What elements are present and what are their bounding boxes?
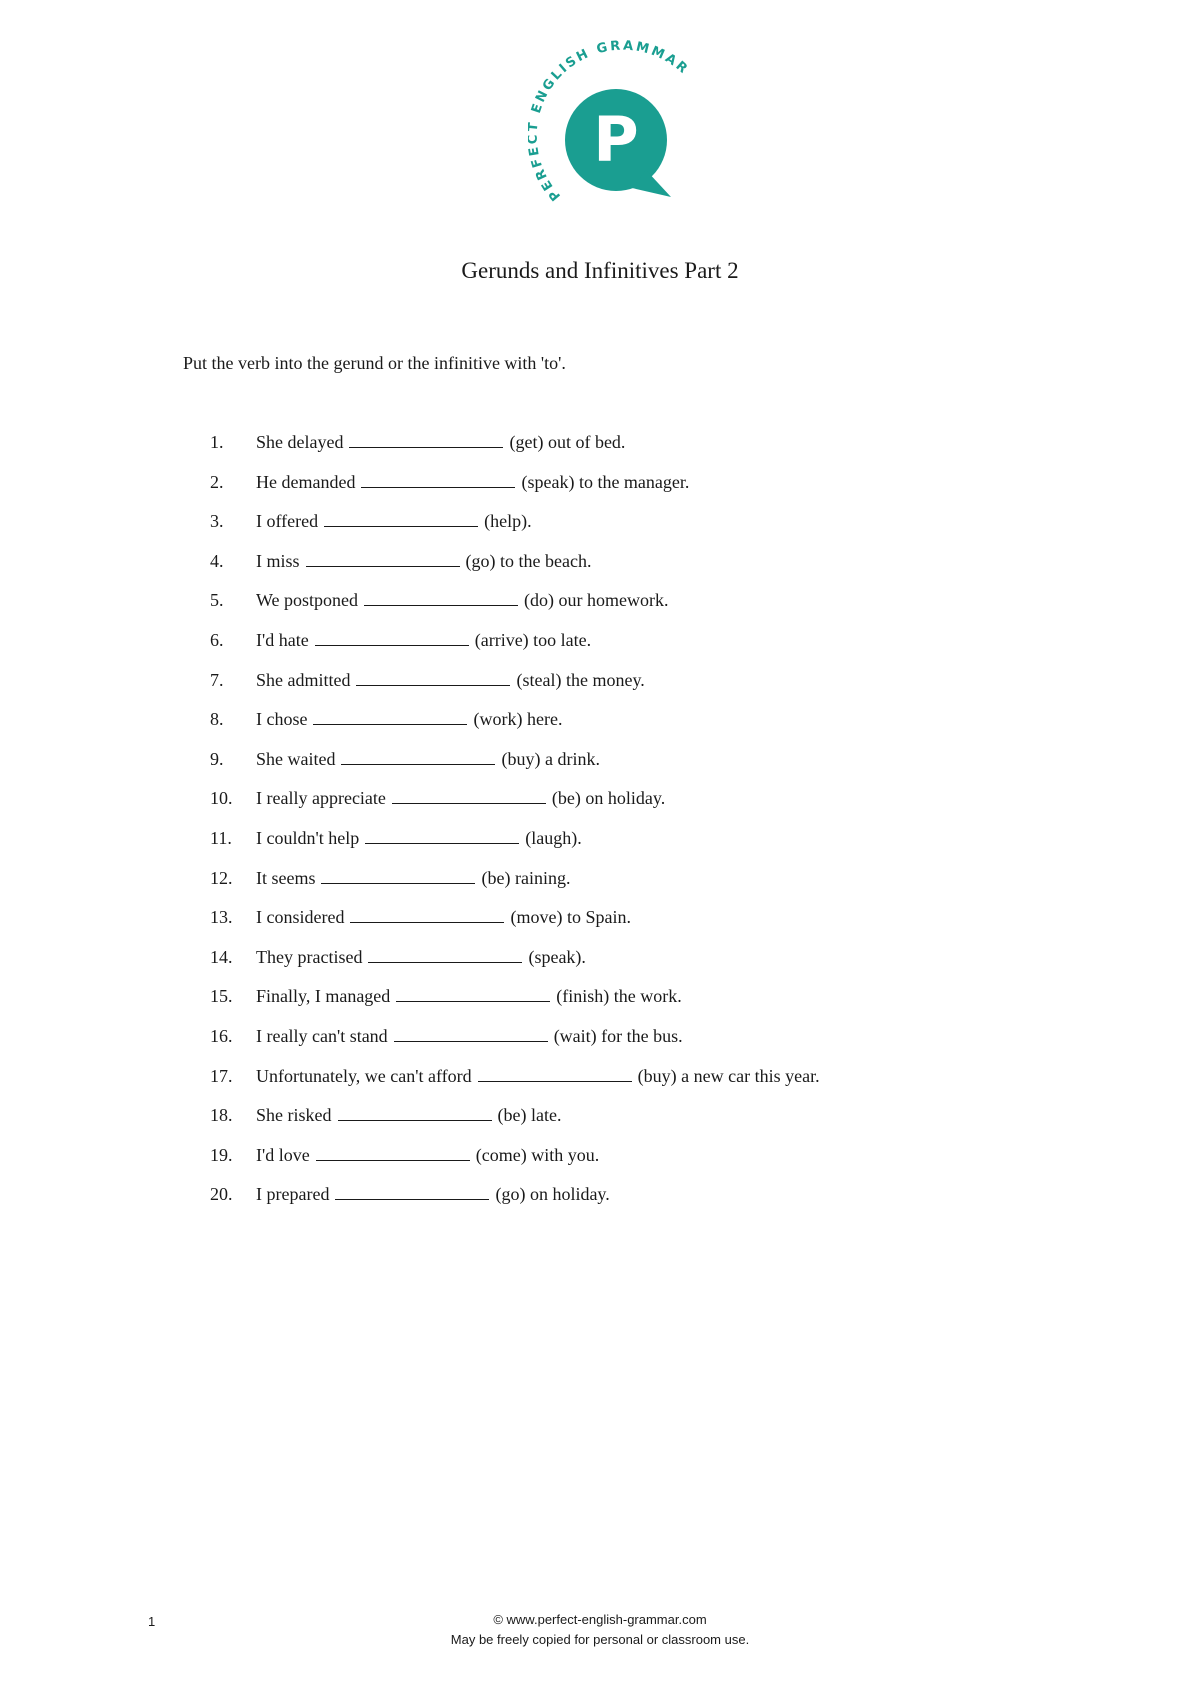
answer-blank[interactable] (306, 549, 460, 567)
instruction-text: Put the verb into the gerund or the infinitive with 'to'. (183, 353, 566, 373)
answer-blank[interactable] (350, 905, 504, 923)
sentence-end: (get) out of bed. (509, 432, 626, 452)
answer-blank[interactable] (324, 509, 478, 527)
exercise-item (210, 668, 820, 708)
sentence-start: They practised (256, 946, 363, 967)
sentence-end: (speak). (528, 946, 586, 967)
sentence-start: I really appreciate (256, 788, 386, 809)
exercise-item (210, 747, 820, 787)
exercise-number: 16. (210, 1025, 233, 1046)
sentence-start: I couldn't help (256, 827, 360, 848)
exercise-item (210, 588, 820, 628)
sentence-start: Finally, I managed (256, 986, 391, 1007)
answer-blank[interactable] (315, 628, 469, 646)
sentence-end: (go) on holiday. (495, 1184, 610, 1205)
exercise-list (210, 430, 820, 1222)
exercise-number: 15. (210, 986, 233, 1007)
sentence-end: (speak) to the manager. (521, 471, 690, 492)
exercise-number: 14. (210, 946, 233, 967)
exercise-number: 7. (210, 669, 224, 690)
sentence-start: It seems (256, 867, 316, 888)
answer-blank[interactable] (335, 1182, 489, 1200)
answer-blank[interactable] (368, 945, 522, 963)
exercise-item (210, 1143, 820, 1183)
sentence-end: (work) here. (473, 709, 563, 730)
sentence-end: (come) with you. (475, 1144, 600, 1165)
answer-blank[interactable] (341, 747, 495, 765)
exercise-item (210, 1024, 820, 1064)
exercise-item (210, 1103, 820, 1143)
exercise-item (210, 945, 820, 985)
answer-blank[interactable] (396, 984, 550, 1002)
exercise-item (210, 470, 820, 510)
sentence-end: (move) to Spain. (510, 907, 631, 928)
exercise-item (210, 549, 820, 589)
exercise-number: 4. (210, 550, 224, 571)
exercise-item (210, 628, 820, 668)
sentence-end: (arrive) too late. (474, 629, 592, 650)
sentence-start: We postponed (256, 590, 359, 611)
sentence-start: I really can't stand (256, 1025, 388, 1046)
sentence-end: (be) on holiday. (551, 788, 666, 809)
exercise-item (210, 707, 820, 747)
exercise-item (210, 786, 820, 826)
sentence-end: (do) our homework. (524, 590, 669, 611)
sentence-start: I'd hate (256, 629, 309, 650)
sentence-end: (laugh). (525, 827, 582, 848)
answer-blank[interactable] (392, 786, 546, 804)
exercise-number: 12. (210, 867, 233, 888)
sentence-end: (go) to the beach. (465, 550, 592, 571)
sentence-start: She waited (256, 748, 336, 769)
sentence-end: (finish) the work. (556, 986, 682, 1007)
answer-blank[interactable] (361, 470, 515, 488)
answer-blank[interactable] (365, 826, 519, 844)
exercise-number: 1. (210, 432, 224, 452)
exercise-number: 10. (210, 788, 233, 809)
sentence-start: She risked (256, 1105, 332, 1126)
sentence-start: I miss (256, 550, 300, 571)
sentence-start: He demanded (256, 471, 356, 492)
exercise-item (210, 826, 820, 866)
logo-letter: P (593, 103, 639, 176)
sentence-end: (help). (484, 511, 532, 532)
exercise-number: 20. (210, 1184, 233, 1205)
exercise-number: 3. (210, 511, 224, 532)
exercise-number: 11. (210, 827, 232, 848)
answer-blank[interactable] (313, 707, 467, 725)
sentence-start: Unfortunately, we can't afford (256, 1065, 472, 1086)
page-number: 1 (148, 1614, 156, 1629)
sentence-end: (be) raining. (481, 867, 571, 888)
sentence-end: (steal) the money. (516, 669, 645, 690)
sentence-end: (be) late. (497, 1105, 562, 1126)
sentence-start: I'd love (256, 1144, 310, 1165)
answer-blank[interactable] (338, 1103, 492, 1121)
exercise-number: 6. (210, 629, 224, 650)
exercise-number: 5. (210, 590, 224, 611)
exercise-number: 8. (210, 709, 224, 730)
sentence-start: She delayed (256, 432, 344, 452)
answer-blank[interactable] (321, 866, 475, 884)
exercise-number: 2. (210, 471, 224, 492)
sentence-start: I chose (256, 709, 308, 730)
brand-logo (528, 40, 690, 202)
sentence-end: (buy) a new car this year. (637, 1065, 820, 1086)
exercise-number: 17. (210, 1065, 233, 1086)
exercise-number: 18. (210, 1105, 233, 1126)
exercise-number: 9. (210, 748, 224, 769)
exercise-item (210, 509, 820, 549)
exercise-item (210, 984, 820, 1024)
sentence-start: She admitted (256, 669, 351, 690)
sentence-end: (wait) for the bus. (553, 1025, 683, 1046)
sentence-end: (buy) a drink. (501, 748, 600, 769)
answer-blank[interactable] (356, 668, 510, 686)
page-title: Gerunds and Infinitives Part 2 (461, 258, 739, 283)
exercise-item (210, 1182, 820, 1222)
exercise-number: 19. (210, 1144, 233, 1165)
exercise-item (210, 430, 820, 470)
answer-blank[interactable] (316, 1143, 470, 1161)
answer-blank[interactable] (478, 1064, 632, 1082)
exercise-item (210, 1064, 820, 1104)
copyright-text: © www.perfect-english-grammar.com (493, 1612, 707, 1627)
exercise-number: 13. (210, 907, 233, 928)
exercise-item (210, 905, 820, 945)
footer (0, 1610, 1200, 1650)
answer-blank[interactable] (394, 1024, 548, 1042)
sentence-start: I considered (256, 907, 345, 928)
sentence-start: I offered (256, 511, 319, 532)
answer-blank[interactable] (349, 430, 503, 448)
logo-brand-text: PERF ENGLISH GRAMMAR (528, 40, 690, 202)
exercise-item (210, 866, 820, 906)
usage-note: May be freely copied for personal or classroom use. (450, 1632, 750, 1647)
answer-blank[interactable] (364, 588, 518, 606)
sentence-start: I prepared (256, 1184, 330, 1205)
